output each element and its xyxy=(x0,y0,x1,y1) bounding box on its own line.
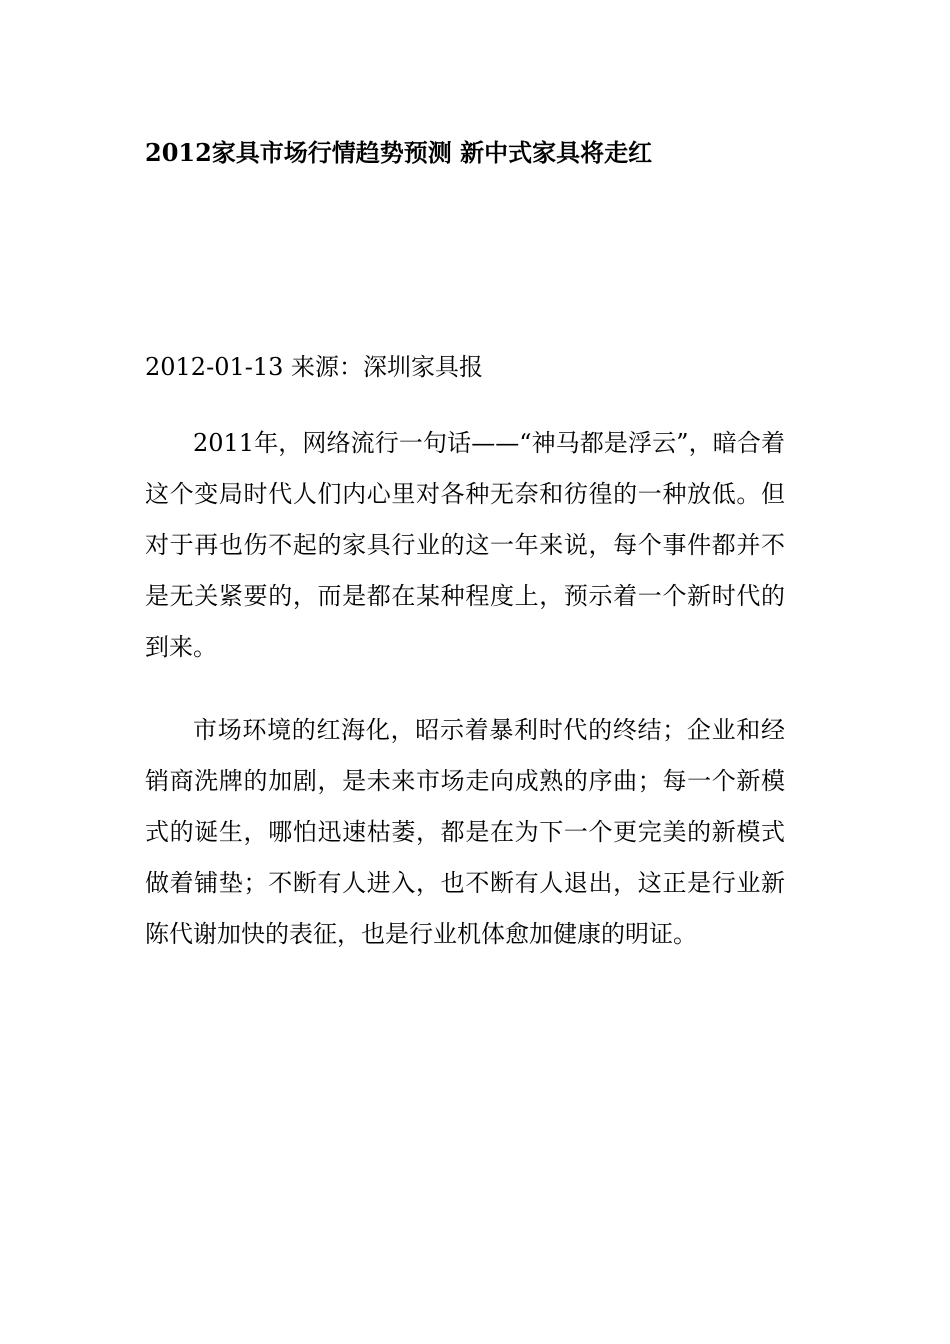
date-source-line: 2012-01-13 来源：深圳家具报 xyxy=(145,353,484,381)
article-body xyxy=(145,418,785,992)
article-paragraph: 市场环境的红海化，昭示着暴利时代的终结；企业和经销商洗牌的加剧，是未来市场走向成熟的序曲；每一个新模式的诞生，哪怕迅速枯萎，都是在为下一个更完美的新模式做着铺垫；不断有人进入，也不断有人退出，这正是行业新陈代谢加快的表征，也是行业机体愈加健康的明证。 xyxy=(145,716,785,948)
article-paragraph: 2011年，网络流行一句话——“神马都是浮云”，暗合着这个变局时代人们内心里对各种无奈和彷徨的一种放低。但对于再也伤不起的家具行业的这一年来说，每个事件都并不是无关紧要的，而是都在某种程度上，预示着一个新时代的到来。 xyxy=(145,429,785,661)
document-title: 2012家具市场行情趋势预测 新中式家具将走红 xyxy=(145,138,653,167)
